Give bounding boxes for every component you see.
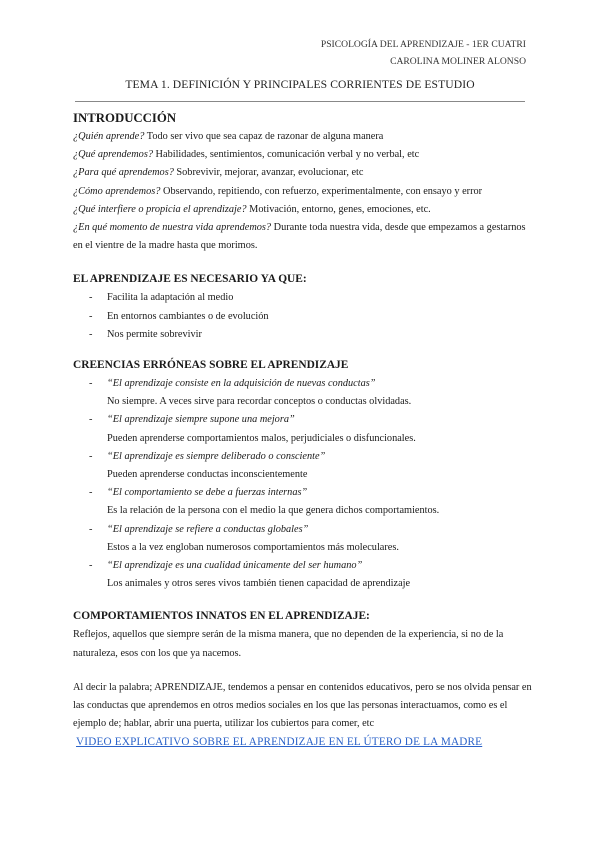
document-body [73, 108, 533, 752]
intro-list [73, 128, 533, 255]
closing-paragraph: Al decir la palabra; APRENDIZAJE, tendemos a pensar en contenidos educativos, pero se nos olvida pensar en las conductas que aprendemos en otros medios sociales en los que las personas interactuamos, como es el ejemplo de; hablar, abrir una puerta, utilizar los cubiertos para comer, etc [73, 681, 532, 730]
belief-quote: - “El comportamiento se debe a fuerzas internas” [73, 484, 533, 502]
belief-explanation: Pueden aprenderse conductas inconscientemente [107, 469, 308, 481]
belief-quote: - “El aprendizaje consiste en la adquisición de nuevas conductas” [73, 375, 533, 393]
intro-item: ¿Qué interfiere o propicia el aprendizaje? Motivación, entorno, genes, emociones, etc. [73, 203, 431, 215]
belief-quote: - “El aprendizaje siempre supone una mejora” [73, 411, 533, 429]
intro-item: ¿Qué aprendemos? Habilidades, sentimientos, comunicación verbal y no verbal, etc [73, 149, 420, 161]
header-author: CAROLINA MOLINER ALONSO [390, 56, 526, 67]
intro-item: ¿Quién aprende? Todo ser vivo que sea capaz de razonar de alguna manera [73, 131, 384, 142]
document-title: TEMA 1. DEFINICIÓN Y PRINCIPALES CORRIENTES DE ESTUDIO [125, 78, 475, 91]
list-item: - En entornos cambiantes o de evolución [73, 308, 533, 326]
innatos-heading: COMPORTAMIENTOS INNATOS EN EL APRENDIZAJE: [73, 610, 370, 623]
creencias-list [73, 375, 533, 593]
creencias-heading: CREENCIAS ERRÓNEAS SOBRE EL APRENDIZAJE [73, 359, 349, 372]
intro-heading: INTRODUCCIÓN [73, 111, 177, 125]
belief-quote: - “El aprendizaje es siempre deliberado o consciente” [73, 448, 533, 466]
list-item: - Nos permite sobrevivir [73, 326, 533, 344]
belief-explanation: Estos a la vez engloban numerosos comportamientos más moleculares. [107, 541, 399, 553]
belief-quote: - “El aprendizaje es una cualidad únicamente del ser humano” [73, 557, 533, 575]
page-header [321, 36, 526, 70]
belief-quote: - “El aprendizaje se refiere a conductas globales” [73, 521, 533, 539]
list-item: - Facilita la adaptación al medio [73, 289, 533, 307]
intro-item: ¿Para qué aprendemos? Sobrevivir, mejorar, avanzar, evolucionar, etc [73, 167, 364, 179]
video-link[interactable]: VIDEO EXPLICATIVO SOBRE EL APRENDIZAJE EN EL ÚTERO DE LA MADRE [76, 736, 483, 749]
belief-explanation: No siempre. A veces sirve para recordar conceptos o conductas olvidadas. [107, 396, 412, 408]
header-course: PSICOLOGÍA DEL APRENDIZAJE - 1ER CUATRI [320, 39, 526, 50]
innatos-text: Reflejos, aquellos que siempre serán de la misma manera, que no dependen de la experiencia, si no de la naturaleza, esos con los que ya nacemos. [73, 629, 504, 659]
belief-explanation: Pueden aprenderse comportamientos malos, perjudiciales o disfuncionales. [107, 432, 416, 444]
intro-item: ¿En qué momento de nuestra vida aprendemos? Durante toda nuestra vida, desde que empezamos a gestarnos en el vientre de la madre hasta que morimos. [73, 222, 526, 252]
belief-explanation: Los animales y otros seres vivos también tienen capacidad de aprendizaje [107, 578, 411, 590]
intro-item: ¿Cómo aprendemos? Observando, repitiendo, con refuerzo, experimentalmente, con ensayo y error [73, 185, 483, 197]
necesario-list [73, 289, 533, 344]
belief-explanation: Es la relación de la persona con el medio la que genera dichos comportamientos. [107, 505, 440, 517]
necesario-heading: EL APRENDIZAJE ES NECESARIO YA QUE: [73, 273, 307, 286]
title-divider [75, 101, 525, 102]
